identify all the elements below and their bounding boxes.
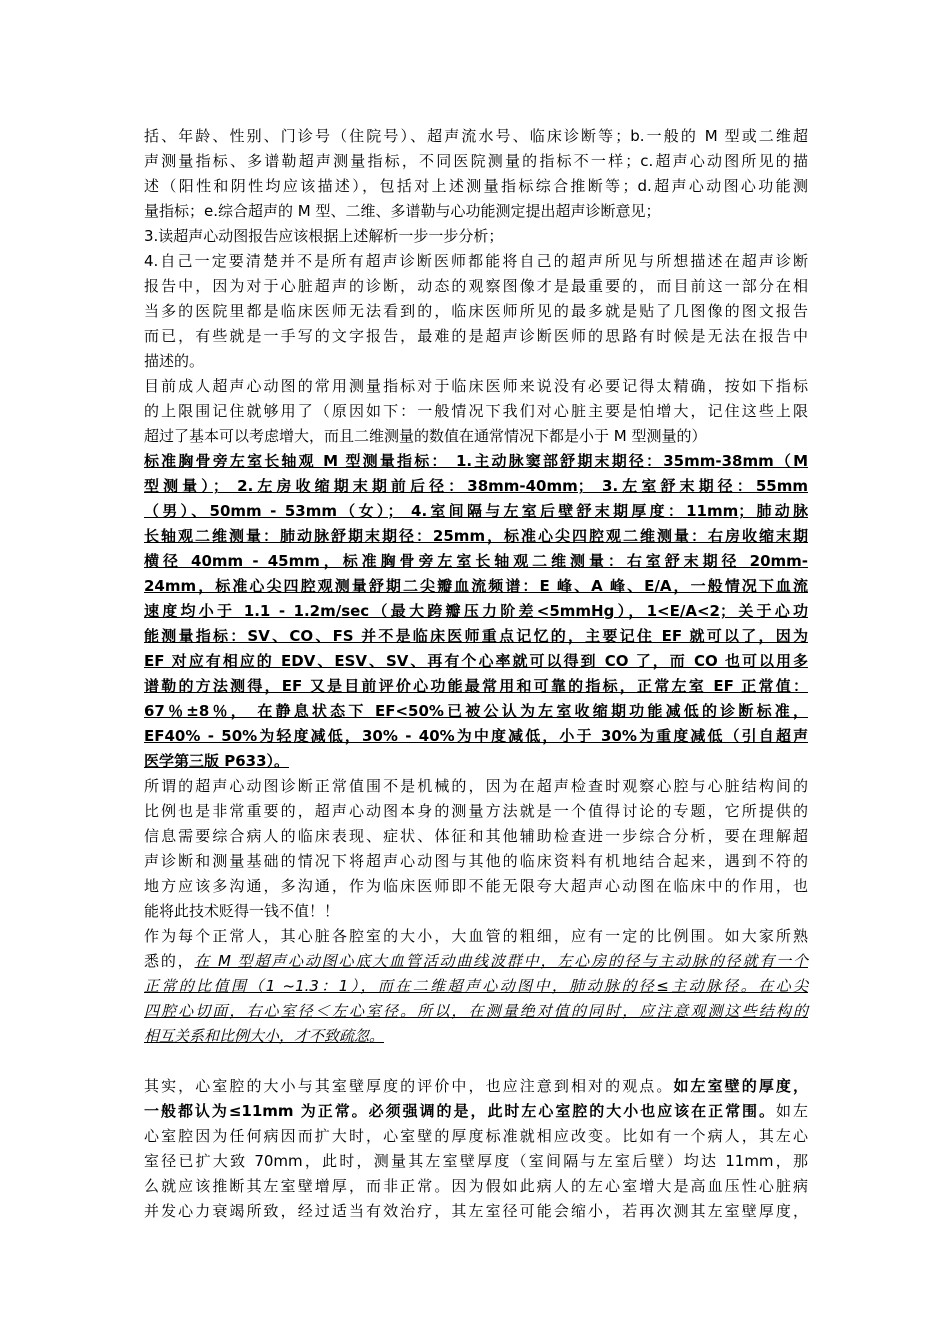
text-line: 谱勒的方法测得，EF 又是目前评价心功能最常用和可靠的指标，正常左室 EF 正常值：	[144, 677, 808, 695]
wall-thickness-paragraph	[144, 1074, 808, 1224]
text-line: 24mm，标准心尖四腔观测量舒期二尖瓣血流频谱：E 峰、A 峰、E/A，一般情况下血流	[144, 577, 808, 595]
step-3-paragraph	[144, 224, 808, 249]
text-line: 当多的医院里都是临床医师无法看到的，临床医师所见的最多就是贴了几图像的图文报告	[144, 302, 808, 320]
text-line: 声测量指标、多谱勒超声测量指标，不同医院测量的指标不一样；c.超声心动图所见的描	[144, 152, 808, 170]
text-line: 量指标；e.综合超声的 M 型、二维、多谱勒与心功能测定提出超声诊断意见；	[144, 202, 661, 220]
text-line: 并发心力衰竭所致，经过适当有效治疗，其左室径可能会缩小，若再次测其左室壁厚度，	[144, 1202, 808, 1220]
paragraph-gap	[144, 1049, 808, 1074]
text-line: 3.读超声心动图报告应该根据上述解析一步一步分析；	[144, 227, 504, 245]
text-line: 括、年龄、性别、门诊号（住院号）、超声流水号、临床诊断等；b.一般的 M 型或二维超	[144, 127, 808, 145]
text-line: 地方应该多沟通，多沟通，作为临床医师即不能无限夸大超声心动图在临床中的作用，也	[144, 877, 808, 895]
text-line: 正常的比值围（1 ~1.3：1），而在二维超声心动图中，肺动脉的径≤主动脉径。在心尖	[144, 977, 808, 995]
text-line: 心室腔因为任何病因而扩大时，心室壁的厚度标准就相应改变。比如有一个病人，其左心	[144, 1127, 808, 1145]
text-line: 能将此技术贬得一钱不值！！	[144, 902, 340, 920]
text-line: 长轴观二维测量：肺动脉舒期末期径：25mm，标准心尖四腔观二维测量：右房收缩末期	[144, 527, 808, 545]
measurement-intro-paragraph	[144, 374, 808, 449]
text-line: 信息需要综合病人的临床表现、症状、体征和其他辅助检查进一步综合分析，要在理解超	[144, 827, 808, 845]
text-line: （男）、50mm - 53mm（女）； 4.室间隔与左室后壁舒末期厚度：11mm；肺动脉	[144, 502, 808, 520]
text-line: 医学第三版 P633）。	[144, 752, 290, 770]
text-run: 如左	[776, 1102, 808, 1120]
text-line: 所谓的超声心动图诊断正常值围不是机械的，因为在超声检查时观察心腔与心脏结构间的	[144, 777, 808, 795]
chamber-ratio-paragraph	[144, 924, 808, 1049]
text-line	[144, 1099, 808, 1124]
text-line: 作为每个正常人，其心脏各腔室的大小，大血管的粗细，应有一定的比例围。如大家所熟	[144, 927, 808, 945]
text-line: 的上限围记住就够用了（原因如下：一般情况下我们对心脏主要是怕增大，记住这些上限	[144, 402, 808, 420]
text-line: 横径 40mm - 45mm，标准胸骨旁左室长轴观二维测量：右室舒末期径 20mm-	[144, 552, 808, 570]
text-line: 述（阳性和阴性均应该描述），包括对上述测量指标综合推断等；d.超声心动图心功能测	[144, 177, 808, 195]
emphasis-text: 相互关系和比例大小，才不致疏忽。	[144, 1027, 385, 1045]
text-line: 超过了基本可以考虑增大，而且二维测量的数值在通常情况下都是小于 M 型测量的）	[144, 427, 707, 445]
text-line: 型测量）； 2.左房收缩期末期前后径：38mm-40mm； 3.左室舒末期径：55mm	[144, 477, 808, 495]
bold-text: 一般都认为≤11mm 为正常。必须强调的是，此时左心室腔的大小也应该在正常围。	[144, 1102, 777, 1120]
text-line	[144, 1024, 808, 1049]
step-4-paragraph	[144, 249, 808, 374]
text-line: 室径已扩大致 70mm，此时，测量其左室壁厚度（室间隔与左室后壁）均达 11mm，那	[144, 1152, 808, 1170]
text-line: 么就应该推断其左室壁增厚，而非正常。因为假如此病人的左心室增大是高血压性心脏病	[144, 1177, 808, 1195]
text-run: 其实，心室腔的大小与其室壁厚度的评价中，也应注意到相对的观点。	[144, 1077, 674, 1095]
text-line: 4.自己一定要清楚并不是所有超声诊断医师都能将自己的超声所见与所想描述在超声诊断	[144, 252, 808, 270]
text-line: 目前成人超声心动图的常用测量指标对于临床医师来说没有必要记得太精确，按如下指标	[144, 377, 808, 395]
text-line: 比例也是非常重要的，超声心动图本身的测量方法就是一个值得讨论的专题，它所提供的	[144, 802, 808, 820]
text-line	[144, 949, 808, 974]
text-line: 报告中，因为对于心脏超声的诊断，动态的观察图像才是最重要的，而目前这一部分在相	[144, 277, 808, 295]
text-line: EF40% - 50%为轻度减低，30% - 40%为中度减低，小于 30%为重度减低（引自超声	[144, 727, 808, 745]
text-line: 而已，有些就是一手写的文字报告，最难的是超声诊断医师的思路有时候是无法在报告中	[144, 327, 808, 345]
text-line: 声诊断和测量基础的情况下将超声心动图与其他的临床资料有机地结合起来，遇到不符的	[144, 852, 808, 870]
bold-text: 如左室壁的厚度，	[673, 1077, 808, 1095]
text-run: 悉的，	[144, 952, 195, 970]
text-line: 描述的。	[144, 352, 205, 370]
measurement-standards-paragraph	[144, 449, 808, 774]
report-items-paragraph	[144, 124, 808, 224]
normal-values-paragraph	[144, 774, 808, 924]
text-line: 四腔心切面，右心室径＜左心室径。所以，在测量绝对值的同时，应注意观测这些结构的	[144, 1002, 808, 1020]
text-line: EF 对应有相应的 EDV、ESV、SV、再有个心率就可以得到 CO 了，而 CO 也可以用多	[144, 652, 808, 670]
text-line: 67％±8％， 在静息状态下 EF<50%已被公认为左室收缩期功能减低的诊断标准，	[144, 702, 808, 720]
text-line	[144, 1074, 808, 1099]
document-page	[144, 124, 808, 1224]
text-line: 能测量指标：SV、CO、FS 并不是临床医师重点记忆的，主要记住 EF 就可以了，因为	[144, 627, 808, 645]
text-line: 速度均小于 1.1 - 1.2m/sec（最大跨瓣压力阶差<5mmHg），1<E/A<2；关于心功	[144, 602, 808, 620]
text-line: 标准胸骨旁左室长轴观 M 型测量指标： 1.主动脉窦部舒期末期径：35mm-38mm（M	[144, 452, 808, 470]
emphasis-text: 在 M 型超声心动图心底大血管活动曲线波群中，左心房的径与主动脉的径就有一个	[194, 952, 808, 970]
